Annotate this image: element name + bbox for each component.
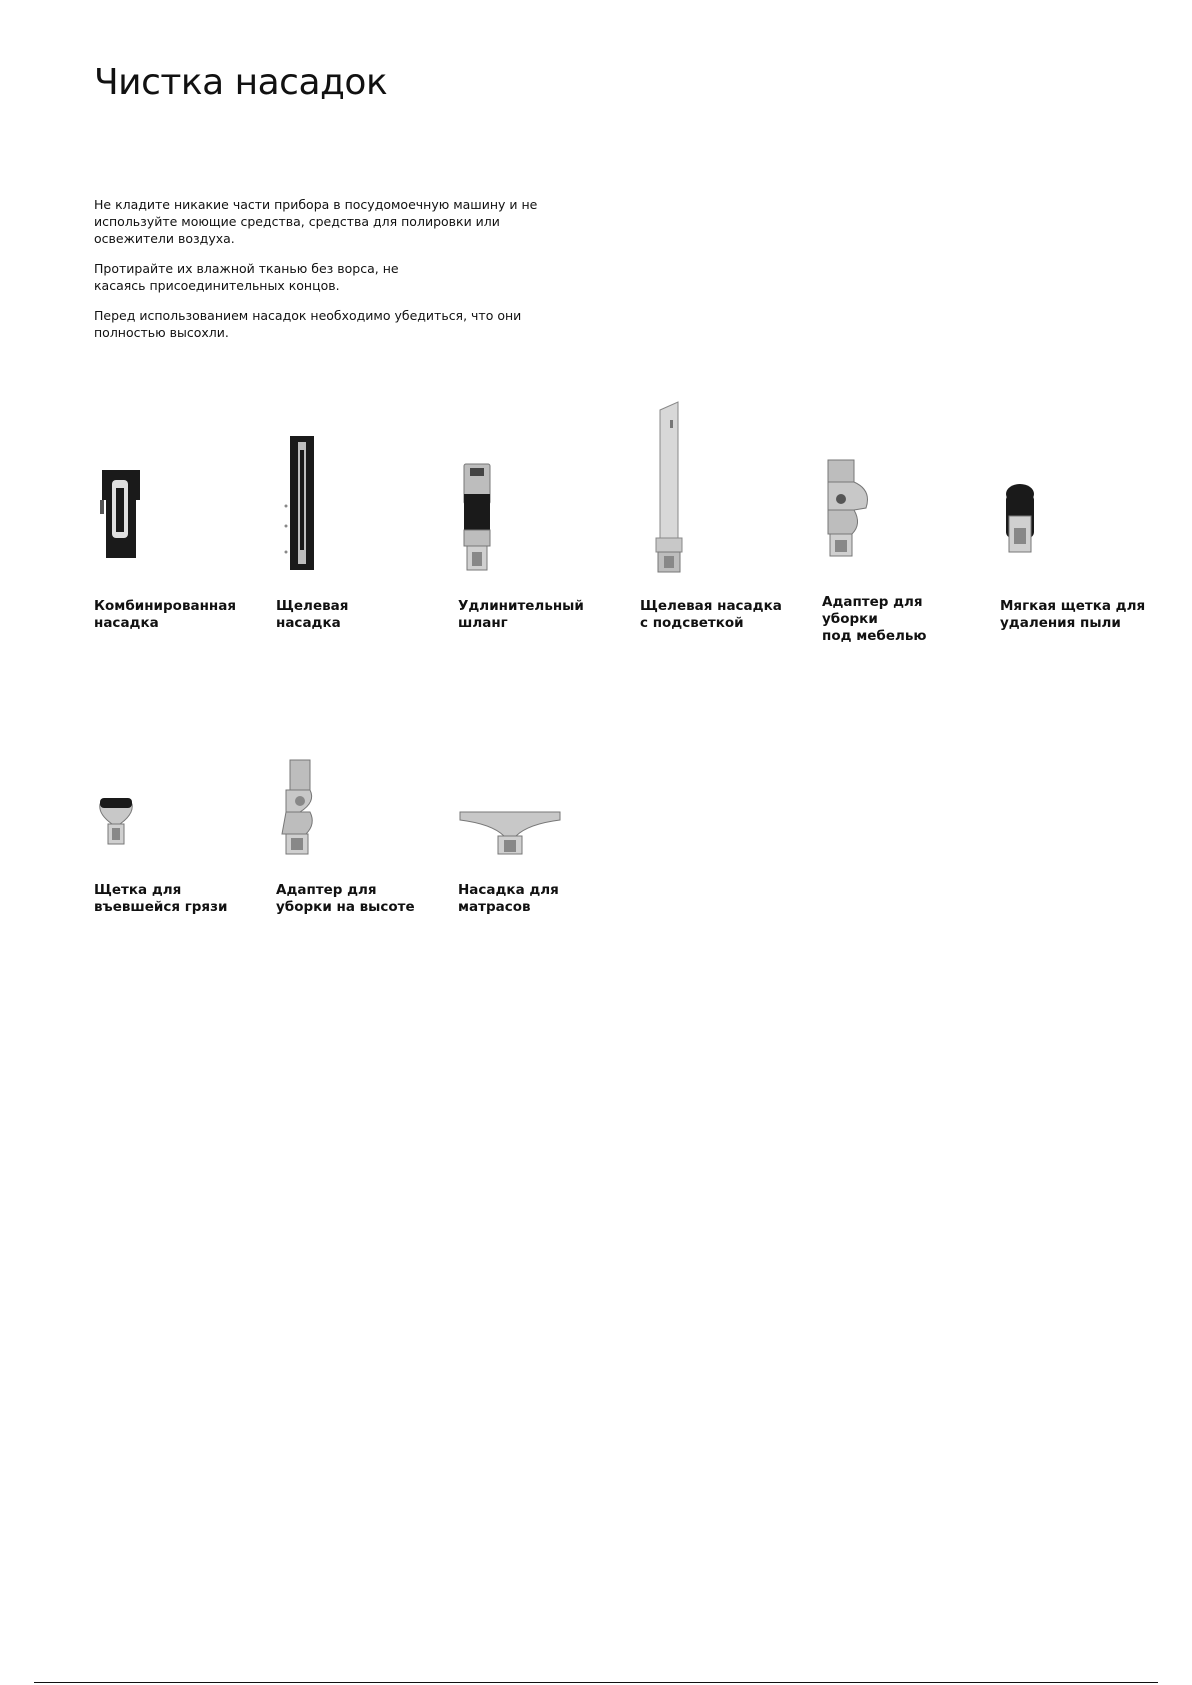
low-reach-adapter-icon <box>822 378 882 578</box>
light-crevice-tool-icon <box>640 380 700 580</box>
instruction-paragraph-1: Не кладите никакие части прибора в посудомоечную машину и не используйте моющие средства, средства для полировки или освежители воздуха. <box>94 197 538 246</box>
soft-dusting-brush-icon <box>1000 380 1060 580</box>
tool-label: Щелевая насадка <box>276 598 349 631</box>
mattress-tool-icon <box>458 664 568 864</box>
stubborn-dirt-brush-icon <box>94 664 154 864</box>
up-top-adapter-icon <box>276 664 336 864</box>
instruction-paragraph-2: Протирайте их влажной тканью без ворса, не касаясь присоединительных концов. <box>94 261 399 293</box>
crevice-tool-icon <box>276 380 336 580</box>
tool-label: Щетка для въевшейся грязи <box>94 882 228 915</box>
tool-label: Адаптер для уборки на высоте <box>276 882 415 915</box>
footer-divider <box>34 1682 1158 1683</box>
tool-label: Адаптер для уборки под мебелью <box>822 594 927 644</box>
combination-tool-icon <box>94 380 154 580</box>
tool-label: Щелевая насадка с подсветкой <box>640 598 782 631</box>
instruction-paragraph-3: Перед использованием насадок необходимо убедиться, что они полностью высохли. <box>94 308 522 340</box>
instructions <box>94 196 564 354</box>
tool-label: Насадка для матрасов <box>458 882 559 915</box>
extension-hose-icon <box>458 380 518 580</box>
tool-label: Удлинительный шланг <box>458 598 584 631</box>
page-title: Чистка насадок <box>94 62 388 103</box>
tool-label: Мягкая щетка для удаления пыли <box>1000 598 1146 631</box>
tool-label: Комбинированная насадка <box>94 598 237 631</box>
